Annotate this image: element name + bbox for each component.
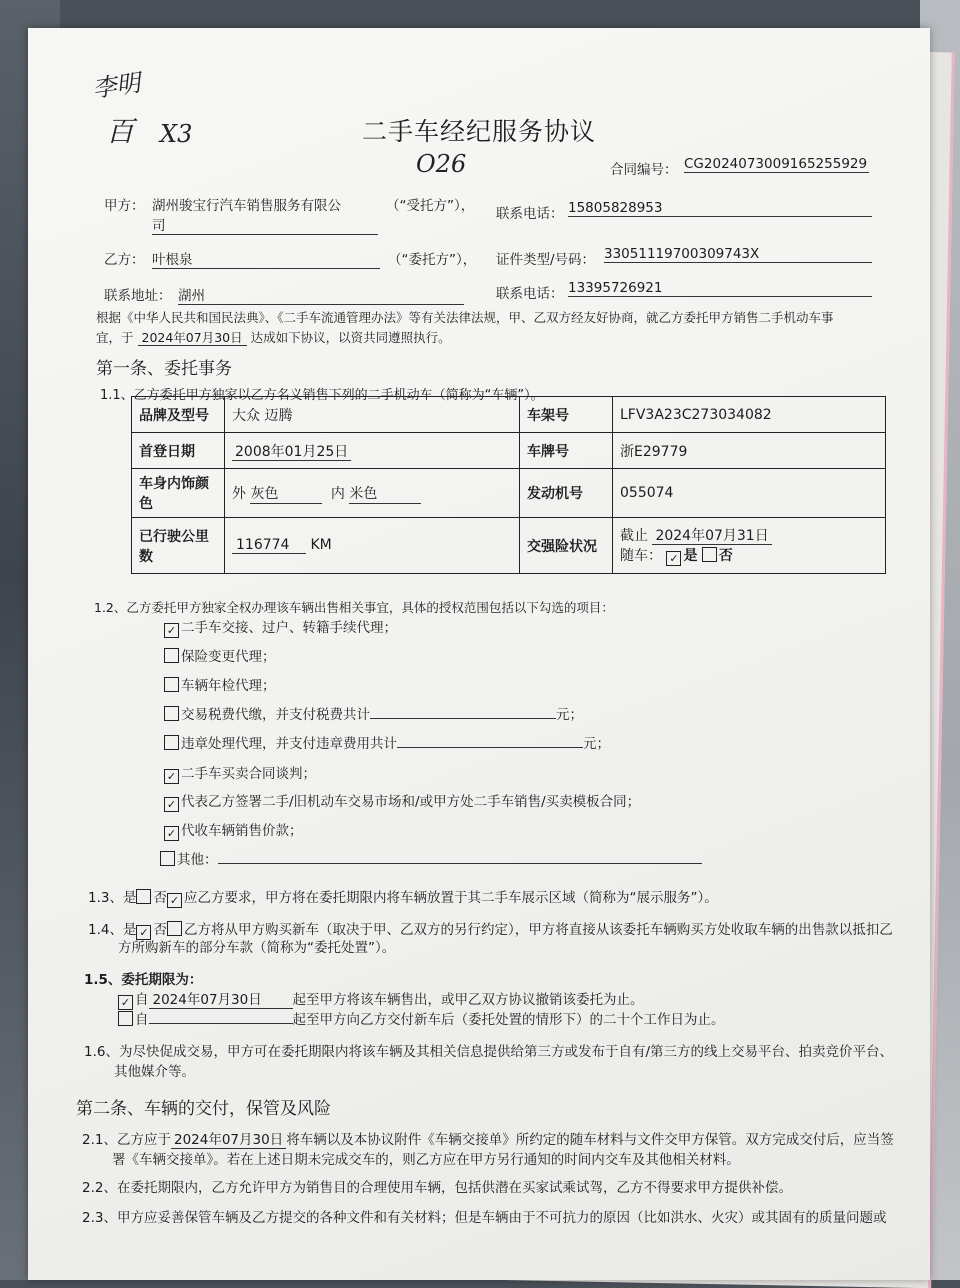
clause-1-3-yes-checkbox[interactable] [136,889,151,904]
clause-1-4-yes-checkbox[interactable]: ✓ [136,925,151,940]
clause-1-4-no-checkbox[interactable] [167,921,182,936]
option-8 [164,819,303,841]
clause-1-4-num: 1.4、 [88,922,123,938]
option-2 [164,645,276,665]
clause-2-1-date: 2024年07月30日 [171,1132,286,1149]
preamble-line1: 根据《中华人民共和国民法典》、《二手车流通管理办法》等有关法律法规，甲、乙双方经友好协商，就乙方委托甲方销售二手机动车事 [96,310,834,325]
option-3 [164,674,276,694]
option-9-checkbox[interactable] [160,851,175,866]
insurance-no-checkbox[interactable] [702,547,717,562]
color-cell [225,469,520,518]
party-b-phone-label: 联系电话： [496,286,564,302]
insurance-prefix: 截止 [620,528,648,544]
handwritten-mark: 百 [106,115,135,148]
clause-1-5-num: 1.5、 [84,972,122,988]
option-6-checkbox[interactable]: ✓ [164,769,179,784]
term-option-a [118,988,644,1010]
option-3-label: 车辆年检代理； [181,678,276,694]
option-9 [160,848,702,868]
option-8-checkbox[interactable]: ✓ [164,826,179,841]
mileage-cell [225,518,520,574]
violation-amount-blank[interactable] [397,733,583,748]
term-a-checkbox[interactable]: ✓ [118,995,133,1010]
clause-1-4-line2: 方所购新车的部分车款（简称为“委托处置”）。 [118,940,396,956]
tax-amount-blank[interactable] [370,704,556,719]
party-a-label: 甲方： [104,198,145,214]
clause-1-3-num: 1.3、 [88,890,123,906]
plate-value: 浙E29779 [613,433,886,469]
clause-1-4-text: 乙方将从甲方购买新车（取决于甲、乙双方的另行约定），甲方将直接从该委托车辆购买方处收取车辆的出售款以抵扣乙 [183,922,893,938]
mileage-value: 116774 [232,537,306,554]
clause-1-3-no: 否 [153,890,167,906]
handwritten-name: 李明 [90,68,143,104]
clause-1-3 [88,886,718,908]
option-5-checkbox[interactable] [164,735,179,750]
insurance-no-label: 否 [718,548,733,564]
term-b-prefix: 自 [135,1012,149,1028]
option-4-label: 交易税费代缴，并支付税费共计 [181,707,370,723]
option-2-label: 保险变更代理； [181,649,276,665]
term-option-b [118,1008,725,1028]
term-a-text: 起至甲方将该车辆售出，或甲乙双方协议撤销该委托为止。 [292,992,644,1008]
agreement-date: 2024年07月30日 [138,330,247,346]
clause-1-3-no-checkbox[interactable]: ✓ [167,893,182,908]
clause-2-1 [82,1128,894,1148]
clause-2-2: 2.2、在委托期限内，乙方允许甲方为销售目的合理使用车辆，包括供潜在买家试乘试驾，乙方不得要求甲方提供补偿。 [82,1180,792,1196]
preamble-suffix: 达成如下协议，以资共同遵照执行。 [250,330,451,345]
handwritten-code: O26 [416,150,467,178]
ext-color: 灰色 [250,483,322,504]
section-1-heading: 第一条、委托事务 [96,359,232,379]
clause-2-3: 2.3、甲方应妥善保管车辆及乙方提交的各种文件和有关材料；但是车辆由于不可抗力的原因（比如洪水、火灾）或其固有的质量问题或 [82,1210,887,1226]
insurance-with-label: 随车： [620,548,662,564]
party-b-id-label: 证件类型/号码： [496,252,596,268]
option-8-label: 代收车辆销售价款； [181,823,303,839]
reg-date-cell [225,433,520,469]
party-a-phone-label: 联系电话： [496,206,564,222]
term-a-date: 2024年07月30日 [149,988,293,1009]
vin-label: 车架号 [520,397,613,433]
vehicle-info-table [131,396,886,574]
party-b-label: 乙方： [104,252,145,268]
party-b-phone: 13395726921 [568,280,872,297]
mileage-label: 已行驶公里数 [132,518,225,574]
option-7 [164,790,640,812]
color-label: 车身内饰颜色 [132,469,225,518]
clause-1-1: 1.1、乙方委托甲方独家以乙方名义销售下列的二手机动车（简称为“车辆”）。 [100,388,544,403]
engine-label: 发动机号 [520,469,613,518]
brand-label: 品牌及型号 [132,397,225,433]
option-5-unit: 元； [583,736,610,752]
option-2-checkbox[interactable] [164,648,179,663]
reg-date-value: 2008年01月25日 [232,444,351,461]
engine-value: 055074 [613,469,886,518]
reg-date-label: 首登日期 [132,433,225,469]
term-a-prefix: 自 [135,992,149,1008]
option-4-checkbox[interactable] [164,706,179,721]
option-1 [164,616,397,638]
preamble-line2 [96,328,451,346]
brand-value: 大众 迈腾 [225,397,520,433]
insurance-with-row [620,545,878,566]
option-7-checkbox[interactable]: ✓ [164,797,179,812]
option-9-label: 其他： [177,852,218,868]
clause-1-4-yes: 是 [122,922,137,938]
clause-1-3-yes: 是 [122,890,137,906]
option-7-label: 代表乙方签署二手/旧机动车交易市场和/或甲方处二手车销售/买卖模板合同； [181,794,641,810]
party-a-name: 湖州骏宝行汽车销售服务有限公 [152,198,341,214]
party-a-phone: 15805828953 [568,200,872,217]
mileage-unit: KM [310,537,332,553]
option-5-label: 违章处理代理，并支付违章费用共计 [181,736,397,752]
ext-prefix: 外 [232,485,246,502]
plate-label: 车牌号 [520,433,613,469]
clause-1-5-heading [84,968,202,988]
page-title: 二手车经纪服务协议 [362,117,597,146]
option-5 [164,732,610,752]
insurance-yes-checkbox[interactable]: ✓ [666,551,681,566]
address: 湖州 [178,284,464,305]
address-label: 联系地址： [104,288,172,304]
contract-number-label: 合同编号： [610,162,678,178]
option-4-unit: 元； [556,707,583,723]
party-b-id: 33051119700309743X [604,246,872,263]
int-prefix: 内 [330,485,345,502]
vin-value: LFV3A23C273034082 [613,397,886,433]
section-2-heading: 第二条、车辆的交付，保管及风险 [76,1099,331,1119]
term-b-text: 起至甲方向乙方交付新车后（委托处置的情形下）的二十个工作日为止。 [292,1012,725,1028]
insurance-label: 交强险状况 [520,518,613,574]
insurance-date: 2024年07月31日 [652,528,771,545]
option-3-checkbox[interactable] [164,677,179,692]
contract-number: CG2024073009165255929 [684,156,868,172]
term-b-blank[interactable] [149,1009,293,1024]
term-b-checkbox[interactable] [118,1011,133,1026]
clause-1-5-head: 委托期限为： [121,972,203,988]
clause-1-3-text: 应乙方要求，甲方将在委托期限内将车辆放置于其二手车展示区域（简称为“展示服务”）。 [183,890,718,906]
option-1-checkbox[interactable]: ✓ [164,623,179,638]
document-page [28,28,930,1280]
option-6-label: 二手车买卖合同谈判； [181,766,316,782]
option-1-label: 二手车交接、过户、转籍手续代理； [181,620,397,636]
clause-1-2: 1.2、乙方委托甲方独家全权办理该车辆出售相关事宜，具体的授权范围包括以下勾选的项目： [94,600,614,615]
clause-2-1-line2: 署《车辆交接单》。若在上述日期未完成交车的，则乙方应在甲方另行通知的时间内交车及其他相关材料。 [112,1152,740,1168]
int-color: 米色 [349,483,421,504]
clause-1-6-line2: 其他媒介等。 [114,1064,195,1080]
party-a-role: （“受托方”）， [386,198,475,214]
insurance-date-row [620,525,878,545]
insurance-yes-label: 是 [683,548,698,564]
option-4 [164,703,583,723]
party-b-role: （“委托方”）， [388,252,477,268]
party-a-name-line2: 司 [152,214,378,235]
insurance-cell [613,518,886,574]
option-6 [164,762,316,784]
clause-2-1-text: 将车辆以及本协议附件《车辆交接单》所约定的随车材料与文件交甲方保管。双方完成交付后，应当签 [286,1132,894,1148]
party-b-name: 叶根泉 [152,248,380,269]
other-blank[interactable] [218,849,702,864]
clause-1-6: 1.6、为尽快促成交易，甲方可在委托期限内将该车辆及其相关信息提供给第三方或发布于自有/第三方的线上交易平台、拍卖竞价平台、 [84,1044,894,1060]
clause-2-1-prefix: 2.1、乙方应于 [82,1132,171,1148]
clause-1-4-no: 否 [153,922,167,938]
handwritten-mark-x3: X3 [160,120,193,148]
preamble-prefix: 宜，于 [96,330,134,345]
